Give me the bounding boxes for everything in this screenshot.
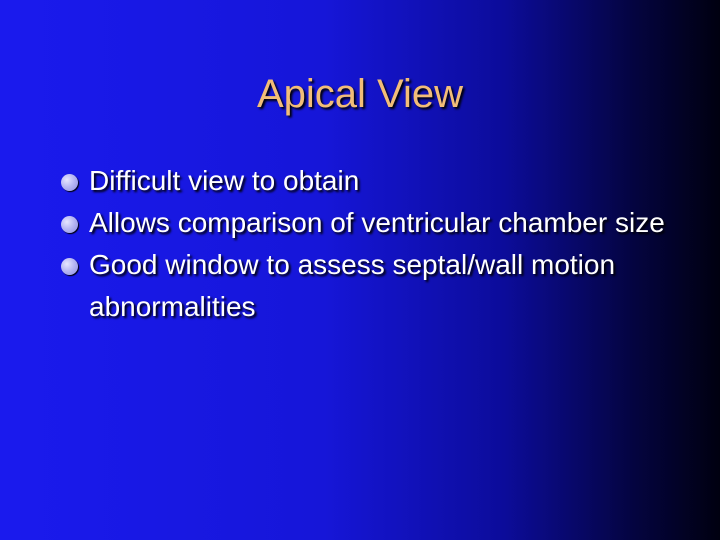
- bullet-text: Difficult view to obtain: [89, 165, 360, 196]
- bullet-dot-icon: [61, 216, 78, 233]
- bullet-item: [60, 160, 680, 202]
- bullet-item: [60, 244, 680, 328]
- bullet-dot-icon: [61, 258, 78, 275]
- bullet-item: [60, 202, 680, 244]
- bullet-text: Allows comparison of ventricular chamber size: [89, 207, 665, 238]
- bullet-list: [60, 160, 680, 328]
- bullet-text: Good window to assess septal/wall motion abnormalities: [89, 249, 616, 322]
- slide-title: Apical View: [256, 72, 464, 116]
- bullet-dot-icon: [61, 174, 78, 191]
